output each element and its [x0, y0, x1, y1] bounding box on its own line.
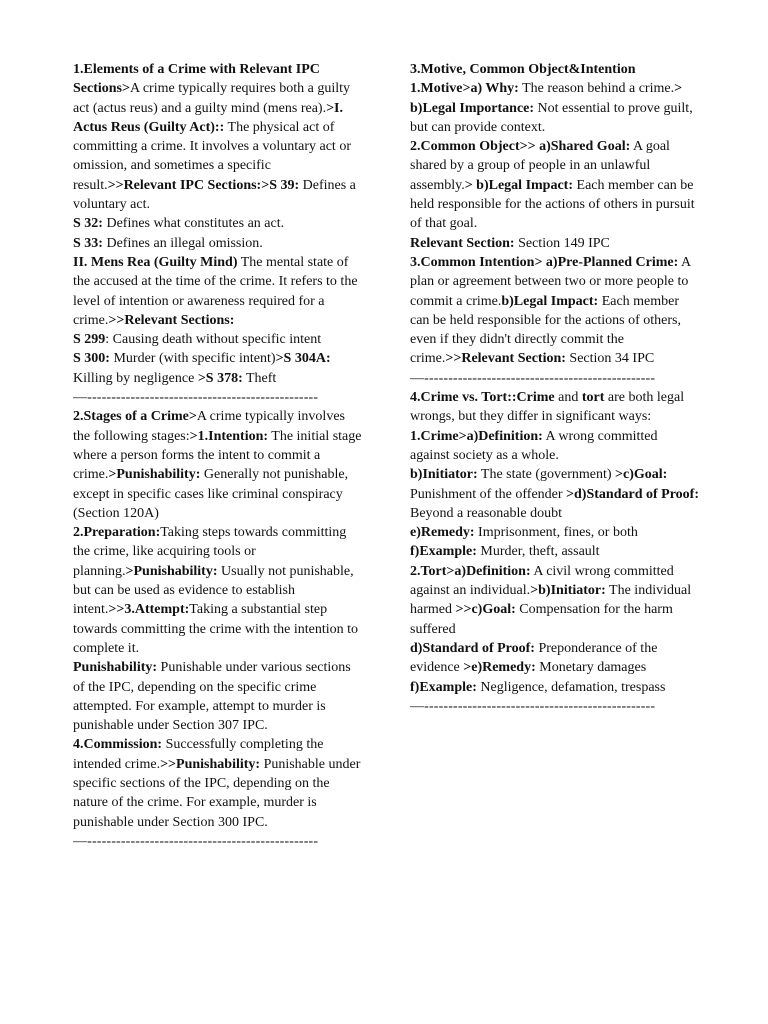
body-text: Murder, theft, assault — [476, 544, 600, 560]
body-text: Taking steps towards committing the crime, like acquiring tools or planning. — [73, 525, 347, 579]
bold-heading-text: S 300: — [73, 351, 110, 367]
left-column — [73, 60, 363, 851]
bold-heading-text: >b)Initiator: — [530, 583, 606, 599]
bold-heading-text: 1.Motive>a) Why: — [410, 81, 519, 97]
section-crime-vs-tort — [410, 388, 700, 697]
body-text: Successfully completing the intended crime. — [73, 737, 324, 772]
section-stages-of-crime — [73, 407, 363, 832]
body-text: The mental state of the accused at the time of the crime. It refers to the level of intention or awareness required for a crime. — [73, 254, 358, 328]
body-text: A civil wrong committed against an individual. — [410, 563, 674, 599]
body-text: Theft — [242, 370, 277, 386]
bold-heading-text: >S 304A: — [275, 351, 331, 367]
separator-line: —------------------------------------------------ — [73, 833, 319, 849]
body-text: Defines an illegal omission. — [102, 235, 263, 251]
bold-heading-text: II. Mens Rea (Guilty Mind) — [73, 254, 238, 270]
bold-heading-text: b)Initiator: — [410, 467, 478, 483]
body-text: The initial stage where a person forms the intent to commit a crime. — [73, 428, 362, 483]
body-text: A wrong committed against society as a whole. — [410, 428, 658, 463]
body-text: Defines a voluntary act. — [73, 177, 356, 213]
body-text: Compensation for the harm suffered — [410, 602, 673, 637]
bold-heading-text: f)Example: — [410, 679, 477, 695]
bold-heading-text: >>Relevant Sections: — [108, 312, 235, 328]
body-text: Generally not punishable, except in specific cases like criminal conspiracy (Section 120A) — [73, 467, 349, 521]
body-text: Preponderance of the evidence — [410, 640, 658, 676]
bold-heading-text: 2.Tort>a)Definition: — [410, 563, 531, 579]
bold-heading-text: b)Legal Impact: — [501, 293, 599, 309]
body-text: are both legal wrongs, but they differ in significant ways: — [410, 390, 685, 425]
bold-heading-text: tort — [581, 390, 605, 406]
body-text: Usually not punishable, but can be used as evidence to establish intent. — [73, 563, 354, 618]
bold-heading-text: >S 378: — [197, 370, 243, 386]
separator-line: —------------------------------------------------ — [410, 370, 656, 386]
body-text: and — [554, 390, 582, 406]
bold-heading-text: >I. Actus Reus (Guilty Act):: — [73, 100, 344, 135]
bold-heading-text: 3.Common Intention> a)Pre-Planned Crime: — [410, 254, 679, 270]
bold-heading-text: > b)Legal Impact: — [464, 177, 574, 193]
body-text: Beyond a reasonable doubt — [410, 505, 563, 521]
body-text: Punishable under specific sections of the IPC, depending on the nature of the crime. For example, murder is punishable under Section 300 IPC. — [73, 756, 361, 830]
body-text: Negligence, defamation, trespass — [476, 679, 666, 695]
bold-heading-text: 2.Stages of a Crime> — [73, 409, 197, 425]
bold-heading-text: Relevant Section: — [410, 235, 515, 251]
body-text: Taking a substantial step towards committing the crime with the intention to complete it. — [73, 602, 359, 656]
body-text: Killing by negligence — [73, 370, 198, 386]
body-text: Section 34 IPC — [565, 351, 655, 367]
bold-heading-text: 3.Motive, Common Object&Intention — [410, 62, 636, 77]
bold-heading-text: Punishability: — [73, 660, 158, 676]
body-text: A plan or agreement between two or more people to commit a crime. — [410, 254, 691, 309]
body-text: Defines what constitutes an act. — [102, 216, 285, 232]
body-text: Imprisonment, fines, or both — [474, 525, 638, 541]
body-text: The reason behind a crime. — [518, 81, 675, 97]
body-text: : Causing death without specific intent — [105, 332, 322, 348]
bold-heading-text: >>3.Attempt: — [108, 602, 190, 618]
bold-heading-text: >>c)Goal: — [455, 602, 516, 618]
bold-heading-text: 2.Preparation: — [73, 525, 161, 541]
body-text: Each member can be held responsible for the actions of others, even if they didn't directly commit the crime. — [410, 293, 681, 367]
bold-heading-text: >d)Standard of Proof: — [566, 486, 699, 502]
body-text: Murder (with specific intent) — [109, 351, 276, 367]
body-text: Punishable under various sections of the IPC, depending on the specific crime attempted. For example, attempt to murder is punishable under Section 307 IPC. — [73, 660, 351, 734]
body-text: Monetary damages — [535, 660, 647, 676]
bold-heading-text: 1.Crime>a)Definition: — [410, 428, 543, 444]
right-column — [410, 60, 700, 716]
bold-heading-text: 4.Commission: — [73, 737, 163, 753]
separator-line: —------------------------------------------------ — [73, 390, 319, 406]
body-text: Section 149 IPC — [514, 235, 610, 251]
body-text: The individual harmed — [410, 583, 692, 618]
section-motive-common-object-intention — [410, 60, 700, 369]
bold-heading-text: 2.Common Object>> a)Shared Goal: — [410, 139, 631, 155]
bold-heading-text: >>Relevant Section: — [445, 351, 566, 367]
bold-heading-text: >Punishability: — [108, 467, 201, 483]
bold-heading-text: 1.Elements of a Crime with Relevant IPC Sections> — [73, 62, 320, 97]
separator-line: —------------------------------------------------ — [410, 698, 656, 714]
bold-heading-text: >e)Remedy: — [463, 660, 536, 676]
bold-heading-text: f)Example: — [410, 544, 477, 560]
body-text: The state (government) — [477, 467, 616, 483]
bold-heading-text: > b)Legal Importance: — [410, 81, 683, 116]
bold-heading-text: 4.Crime vs. Tort::Crime — [410, 390, 555, 406]
bold-heading-text: e)Remedy: — [410, 525, 475, 541]
bold-heading-text: S 33: — [73, 235, 103, 251]
bold-heading-text: d)Standard of Proof: — [410, 640, 535, 656]
section-elements-of-crime — [73, 60, 363, 388]
body-text: A crime typically requires both a guilty act (actus reus) and a guilty mind (mens rea). — [73, 81, 351, 116]
bold-heading-text: >>Punishability: — [160, 756, 261, 772]
bold-heading-text: S 299 — [73, 332, 106, 348]
bold-heading-text: >1.Intention: — [189, 428, 269, 444]
bold-heading-text: >Punishability: — [125, 563, 218, 579]
body-text: Each member can be held responsible for the actions of others in pursuit of that goal. — [410, 177, 695, 232]
body-text: Punishment of the offender — [410, 486, 567, 502]
body-text: A crime typically involves the following stages: — [73, 409, 345, 444]
bold-heading-text: >c)Goal: — [615, 467, 668, 483]
body-text: A goal shared by a group of people in an unlawful assembly. — [410, 139, 670, 193]
body-text: The physical act of committing a crime. It involves a voluntary act or omission, and sometimes a specific result. — [73, 119, 351, 193]
bold-heading-text: S 32: — [73, 216, 103, 232]
bold-heading-text: >>Relevant IPC Sections:>S 39: — [107, 177, 300, 193]
body-text: Not essential to prove guilt, but can provide context. — [410, 100, 693, 135]
